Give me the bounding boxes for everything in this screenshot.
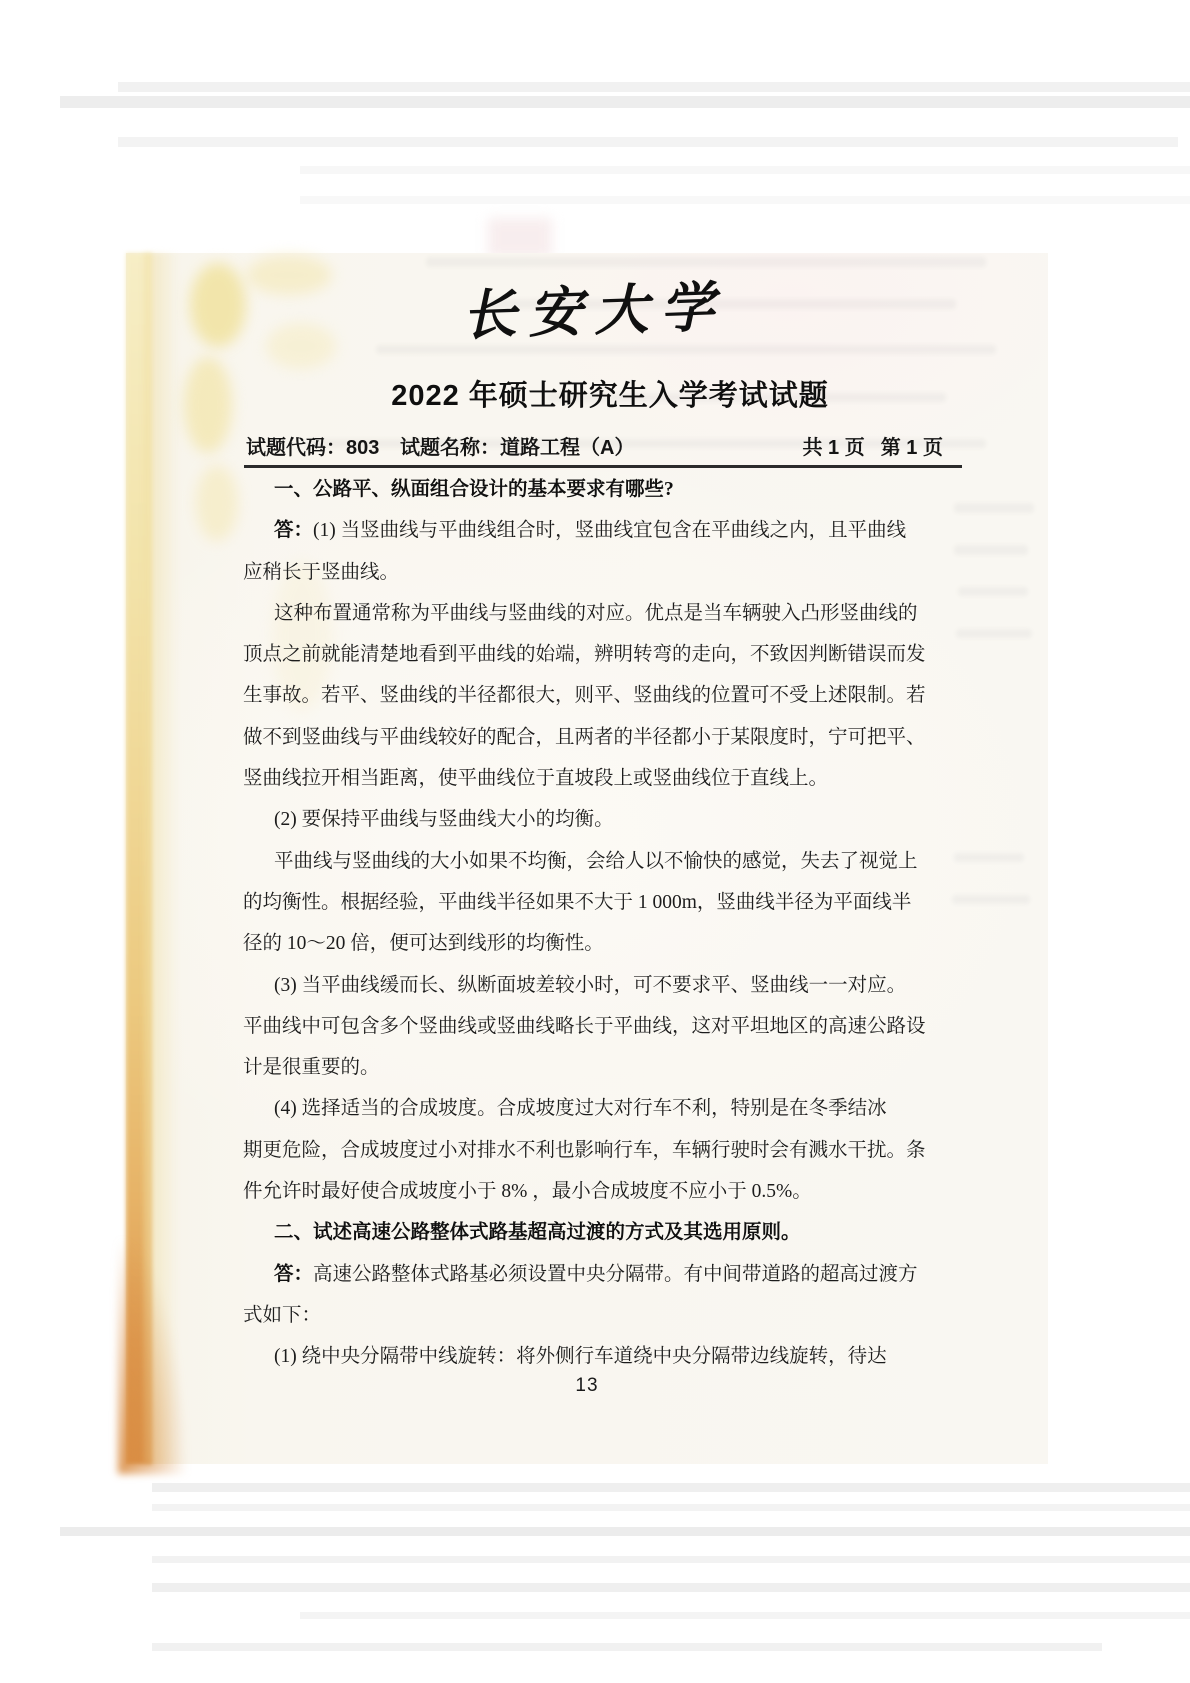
body-line-text: 平曲线中可包含多个竖曲线或竖曲线略长于平曲线，这对平坦地区的高速公路设 <box>243 1015 926 1037</box>
body-line-bold: 一、公路平、纵面组合设计的基本要求有哪些? <box>274 479 674 500</box>
body-line <box>243 841 963 882</box>
body-line <box>243 552 963 593</box>
bleedthrough-artifact <box>954 503 1034 513</box>
body-line <box>243 1047 963 1088</box>
scan-artifact-band <box>152 1483 1190 1492</box>
exam-title: 2022 年硕士研究生入学考试试题 <box>391 380 829 412</box>
body-line-text: (1) 当竖曲线与平曲线组合时，竖曲线宜包含在平曲线之内，且平曲线 <box>313 520 907 542</box>
exam-name <box>400 431 634 460</box>
body-line <box>243 717 963 758</box>
pages-total: 共 1 页 <box>802 437 865 459</box>
body-line-text: 顶点之前就能清楚地看到平曲线的始端，辨明转弯的走向，不致因判断错误而发 <box>243 644 926 666</box>
body-line <box>243 758 963 799</box>
body-line <box>243 510 963 551</box>
scan-artifact-band <box>152 1504 1190 1511</box>
body-line-text: 件允许时最好使合成坡度小于 8% ，最小合成坡度不应小于 0.5%。 <box>243 1181 812 1203</box>
page-current: 第 1 页 <box>880 437 943 459</box>
exam-code-label: 试题代码： <box>246 437 346 459</box>
body-line <box>243 1254 963 1295</box>
scan-artifact-band <box>152 1556 1190 1563</box>
body-line-text: 生事故。若平、竖曲线的半径都很大，则平、竖曲线的位置可不受上述限制。若 <box>243 685 926 707</box>
body-line-text: 做不到竖曲线与平曲线较好的配合，且两者的半径都小于某限度时，宁可把平、 <box>243 726 926 748</box>
exam-body-text <box>243 469 963 1378</box>
body-line-text: 的均衡性。根据经验，平曲线半径如果不大于 1 000m，竖曲线半径为平面线半 <box>243 891 912 913</box>
scan-edge-corner <box>118 1234 188 1474</box>
body-line <box>243 799 963 840</box>
body-line-bold: 答： <box>274 520 314 542</box>
body-line-text: (2) 要保持平曲线与竖曲线大小的均衡。 <box>274 809 614 831</box>
paper-stain <box>196 465 238 541</box>
body-line-text: (3) 当平曲线缓而长、纵断面坡差较小时，可不要求平、竖曲线一一对应。 <box>274 974 907 996</box>
scan-artifact-band <box>152 1583 1190 1592</box>
body-line <box>243 675 963 716</box>
body-line-text: 应稍长于竖曲线。 <box>243 561 400 583</box>
exam-name-value: 道路工程（A） <box>500 437 635 459</box>
scan-artifact-band <box>300 1612 1190 1619</box>
scan-artifact-band <box>152 1643 1102 1651</box>
body-line <box>243 593 963 634</box>
body-line <box>243 469 963 510</box>
body-line <box>243 1130 963 1171</box>
body-line <box>243 1088 963 1129</box>
scan-smudge <box>488 218 552 258</box>
body-line-text: 高速公路整体式路基必须设置中央分隔带。有中间带道路的超高过渡方 <box>313 1263 918 1285</box>
body-line-text: (1) 绕中央分隔带中线旋转：将外侧行车道绕中央分隔带边线旋转，待达 <box>274 1346 887 1368</box>
scanned-page <box>126 253 1048 1464</box>
scan-artifact-band <box>118 82 1190 92</box>
page-number: 13 <box>575 1375 599 1396</box>
exam-code <box>246 431 379 460</box>
body-line <box>243 1295 963 1336</box>
scan-artifact-band <box>118 137 1178 147</box>
bleedthrough-artifact <box>956 629 1032 638</box>
exam-name-label: 试题名称： <box>400 437 500 459</box>
exam-meta-row <box>126 431 1048 461</box>
scan-artifact-band <box>300 196 1190 204</box>
body-line-text: 径的 10～20 倍，便可达到线形的均衡性。 <box>243 933 604 955</box>
body-line-text: 式如下： <box>243 1304 322 1326</box>
body-line <box>243 882 963 923</box>
body-line-text: 平曲线与竖曲线的大小如果不均衡，会给人以不愉快的感觉，失去了视觉上 <box>274 850 918 872</box>
bleedthrough-artifact <box>952 895 1030 904</box>
body-line-text: 期更危险，合成坡度过小对排水不利也影响行车，车辆行驶时会有溅水干扰。条 <box>243 1139 926 1161</box>
body-line-text: 竖曲线拉开相当距离，使平曲线位于直坡段上或竖曲线位于直线上。 <box>243 768 829 790</box>
body-line <box>243 1171 963 1212</box>
body-line <box>243 634 963 675</box>
bleedthrough-artifact <box>954 545 1028 555</box>
scan-artifact-band <box>300 166 1190 174</box>
bleedthrough-artifact <box>958 587 1028 596</box>
body-line-text: (4) 选择适当的合成坡度。合成坡度过大对行车不利，特别是在冬季结冰 <box>274 1098 887 1120</box>
body-line-bold: 二、试述高速公路整体式路基超高过渡的方式及其选用原则。 <box>274 1222 801 1244</box>
body-line <box>243 1006 963 1047</box>
body-line-text: 计是很重要的。 <box>243 1057 380 1079</box>
scan-artifact-band <box>60 96 1190 108</box>
bleedthrough-artifact <box>954 853 1024 862</box>
header-divider <box>244 465 962 468</box>
body-line <box>243 1212 963 1253</box>
body-line <box>243 965 963 1006</box>
exam-code-value: 803 <box>346 437 380 459</box>
university-logo-calligraphy: 长安大学 <box>461 277 728 347</box>
body-line-bold: 答： <box>274 1263 314 1285</box>
exam-paging <box>803 431 944 460</box>
body-line <box>243 1336 963 1377</box>
body-line <box>243 923 963 964</box>
scan-artifact-band <box>60 1527 1190 1536</box>
body-line-text: 这种布置通常称为平曲线与竖曲线的对应。优点是当车辆驶入凸形竖曲线的 <box>274 602 918 624</box>
